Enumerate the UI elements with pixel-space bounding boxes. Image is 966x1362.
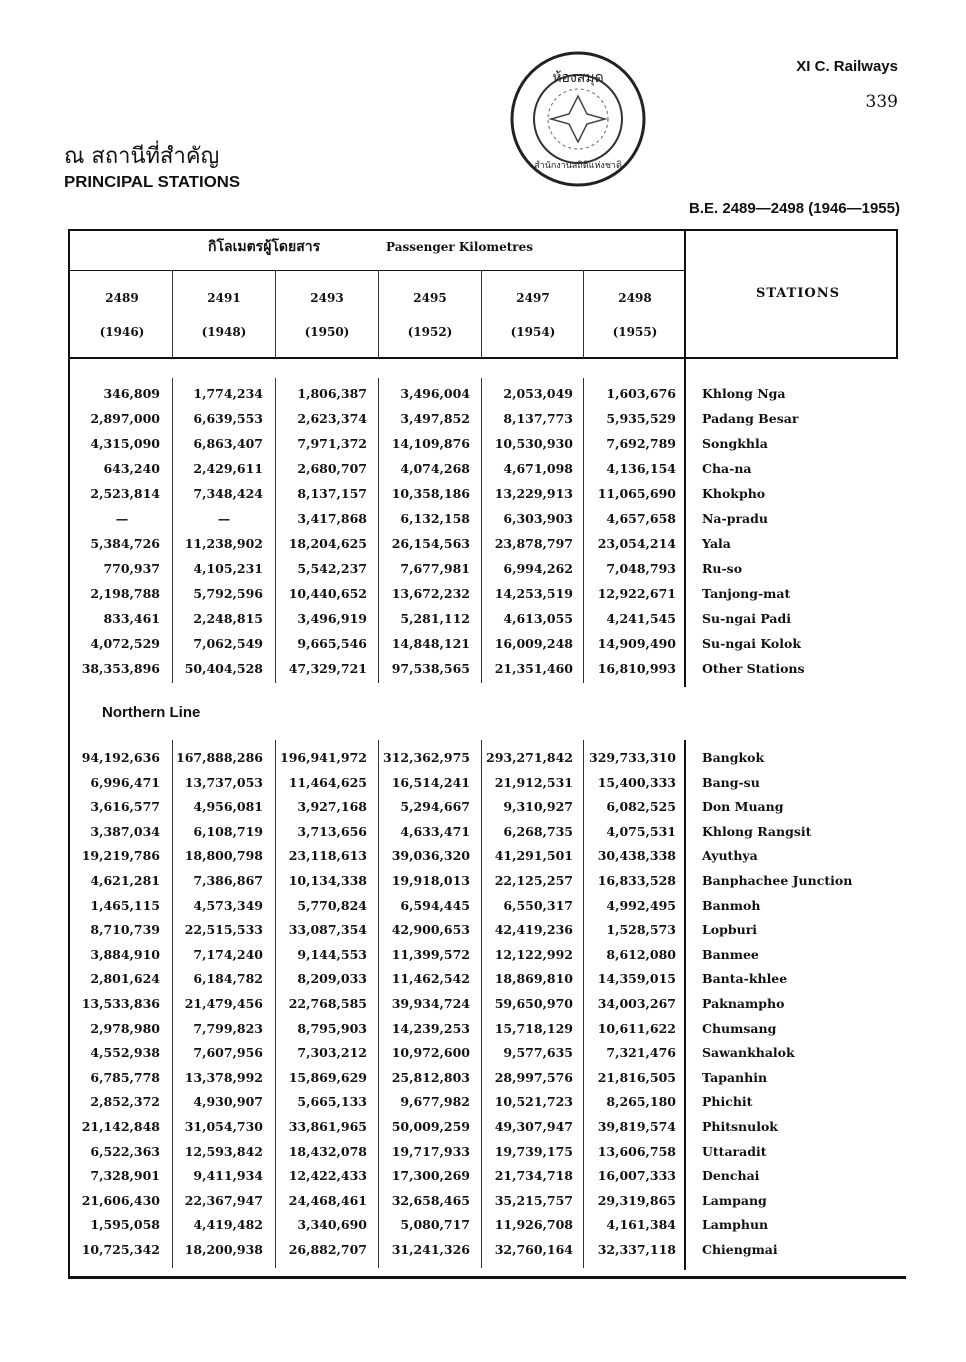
table-cell: 1,774,234 [193, 386, 263, 401]
stations-heading: STATIONS [755, 286, 841, 301]
table-cell: 5,294,667 [400, 799, 470, 815]
table-cell: 4,613,055 [503, 611, 573, 626]
table-cell: 21,479,456 [184, 996, 263, 1011]
table-cell: 4,074,268 [400, 461, 470, 476]
table-cell: 4,161,384 [606, 1217, 676, 1233]
table-cell: 5,080,717 [400, 1217, 470, 1233]
table-cell: 312,362,975 [383, 750, 470, 765]
table-cell: 4,241,545 [606, 611, 676, 626]
table-cell: 4,930,907 [193, 1094, 263, 1110]
table-cell: 7,348,424 [193, 486, 263, 501]
table-cell: 13,229,913 [494, 486, 573, 501]
table-cell: 94,192,636 [81, 750, 160, 765]
table-cell: 8,137,157 [297, 486, 367, 501]
table-cell: 22,367,947 [184, 1192, 263, 1208]
table-cell: 6,996,471 [90, 774, 160, 790]
table-cell: 14,109,876 [391, 436, 470, 451]
station-name: Ru-so [702, 561, 743, 576]
table-cell: — [115, 511, 129, 526]
section-label: XI C. Railways [796, 58, 898, 75]
table-cell: 10,611,622 [597, 1020, 676, 1036]
table-cell: 15,400,333 [597, 774, 676, 790]
table-cell: 6,785,778 [90, 1069, 160, 1085]
table-cell: 10,440,652 [288, 586, 367, 601]
svg-text:สำนักงานสถิติแห่งชาติ: สำนักงานสถิติแห่งชาติ [534, 161, 622, 171]
table-cell: 22,515,533 [184, 922, 263, 938]
table-cell: 4,072,529 [90, 636, 160, 651]
table-cell: 33,087,354 [288, 922, 367, 938]
table-cell: 39,934,724 [391, 996, 470, 1011]
table-cell: 6,108,719 [193, 823, 263, 839]
table-cell: 2,429,611 [193, 461, 263, 476]
station-name: Songkhla [702, 436, 768, 451]
year-be-1: 2491 [207, 291, 241, 305]
table-cell: 9,577,635 [503, 1045, 573, 1061]
table-cell: 13,672,232 [391, 586, 470, 601]
table-cell: 3,417,868 [297, 511, 367, 526]
station-name: Banta-khlee [702, 971, 788, 987]
table-cell: 14,239,253 [391, 1020, 470, 1036]
year-ce-1: (1948) [201, 325, 247, 339]
table-cell: 32,658,465 [391, 1192, 470, 1208]
table-cell: 18,204,625 [288, 536, 367, 551]
table-cell: 2,978,980 [90, 1020, 160, 1036]
table-cell: 9,665,546 [297, 636, 367, 651]
table-cell: 4,573,349 [193, 897, 263, 913]
table-cell: 2,897,000 [90, 411, 160, 426]
table-cell: 5,281,112 [400, 611, 470, 626]
table-cell: 3,713,656 [297, 823, 367, 839]
table-cell: 22,768,585 [288, 996, 367, 1011]
table-cell: 1,528,573 [606, 922, 676, 938]
table-cell: 11,065,690 [597, 486, 676, 501]
table-cell: 833,461 [103, 611, 160, 626]
year-ce-5: (1955) [612, 325, 658, 339]
table-cell: 3,616,577 [90, 799, 160, 815]
station-name: Lopburi [702, 922, 758, 938]
column-divider [378, 270, 379, 358]
station-name: Sawankhalok [702, 1045, 795, 1061]
table-cell: 7,799,823 [193, 1020, 263, 1036]
table-cell: 3,884,910 [90, 946, 160, 962]
thai-title: ณ สถานีที่สำคัญ [64, 144, 220, 169]
table-cell: 21,142,848 [81, 1119, 160, 1134]
table-cell: 19,739,175 [494, 1143, 573, 1159]
table-cell: 33,861,965 [288, 1119, 367, 1134]
table-cell: 167,888,286 [176, 750, 263, 765]
table-cell: — [217, 511, 231, 526]
station-name: Banmee [702, 946, 759, 962]
station-name: Khlong Nga [702, 386, 786, 401]
table-cell: 49,307,947 [494, 1119, 573, 1134]
table-cell: 22,125,257 [494, 873, 573, 888]
table-cell: 31,241,326 [391, 1242, 470, 1257]
table-cell: 23,054,214 [597, 536, 676, 551]
table-cell: 346,809 [103, 386, 160, 401]
station-name: Cha-na [702, 461, 752, 476]
table-cell: 2,623,374 [297, 411, 367, 426]
year-ce-2: (1950) [304, 325, 350, 339]
table-cell: 10,521,723 [494, 1094, 573, 1110]
table-cell: 4,419,482 [193, 1217, 263, 1233]
table-cell: 4,552,938 [90, 1045, 160, 1061]
table-cell: 6,550,317 [503, 897, 573, 913]
table-cell: 14,909,490 [597, 636, 676, 651]
table-cell: 24,468,461 [288, 1192, 367, 1208]
table-cell: 11,464,625 [288, 774, 367, 790]
table-cell: 31,054,730 [184, 1119, 263, 1134]
table-cell: 97,538,565 [391, 661, 470, 676]
table-cell: 34,003,267 [597, 996, 676, 1011]
table-cell: 10,358,186 [391, 486, 470, 501]
page-number: 339 [865, 92, 898, 112]
table-cell: 14,848,121 [391, 636, 470, 651]
table-cell: 5,770,824 [297, 897, 367, 913]
station-name: Na-pradu [702, 511, 768, 526]
year-be-4: 2497 [516, 291, 550, 305]
table-border-right [896, 229, 898, 359]
table-cell: 5,792,596 [193, 586, 263, 601]
station-name: Paknampho [702, 996, 785, 1011]
year-ce-4: (1954) [510, 325, 556, 339]
table-cell: 32,760,164 [494, 1242, 573, 1257]
table-cell: 4,075,531 [606, 823, 676, 839]
station-name: Lamphun [702, 1217, 769, 1233]
table-cell: 7,386,867 [193, 873, 263, 888]
table-cell: 10,972,600 [391, 1045, 470, 1061]
table-cell: 12,122,992 [494, 946, 573, 962]
station-name: Bangkok [702, 750, 765, 765]
table-cell: 4,136,154 [606, 461, 676, 476]
table-cell: 7,328,901 [90, 1168, 160, 1184]
table-cell: 1,595,058 [90, 1217, 160, 1233]
table-heading: Passenger Kilometres [386, 240, 534, 254]
svg-text:ห้องสมุด: ห้องสมุด [552, 70, 604, 86]
table-cell: 50,009,259 [391, 1119, 470, 1134]
table-cell: 3,497,852 [400, 411, 470, 426]
table-cell: 6,639,553 [193, 411, 263, 426]
table-cell: 39,036,320 [391, 848, 470, 864]
table-cell: 28,997,576 [494, 1069, 573, 1085]
table-cell: 18,200,938 [184, 1242, 263, 1257]
table-cell: 18,869,810 [494, 971, 573, 987]
table-cell: 329,733,310 [589, 750, 676, 765]
table-cell: 2,198,788 [90, 586, 160, 601]
table-cell: 3,387,034 [90, 823, 160, 839]
table-cell: 8,137,773 [503, 411, 573, 426]
table-cell: 7,677,981 [400, 561, 470, 576]
table-cell: 11,926,708 [494, 1217, 573, 1233]
table-cell: 12,422,433 [288, 1168, 367, 1184]
table-cell: 6,522,363 [90, 1143, 160, 1159]
station-name: Su-ngai Kolok [702, 636, 802, 651]
table-cell: 32,337,118 [597, 1242, 676, 1257]
table-cell: 8,265,180 [606, 1094, 676, 1110]
table-cell: 13,737,053 [184, 774, 263, 790]
table-cell: 13,606,758 [597, 1143, 676, 1159]
table-cell: 7,062,549 [193, 636, 263, 651]
table-cell: 1,465,115 [90, 897, 160, 913]
table-border-top [68, 229, 898, 231]
table-cell: 12,922,671 [597, 586, 676, 601]
station-name: Yala [702, 536, 731, 551]
table-cell: 643,240 [103, 461, 160, 476]
table-cell: 9,677,982 [400, 1094, 470, 1110]
table-cell: 15,718,129 [494, 1020, 573, 1036]
table-cell: 7,303,212 [297, 1045, 367, 1061]
table-cell: 21,816,505 [597, 1069, 676, 1085]
table-cell: 30,438,338 [597, 848, 676, 864]
table-cell: 41,291,501 [494, 848, 573, 864]
header-divider [68, 270, 684, 271]
table-cell: 16,810,993 [597, 661, 676, 676]
table-cell: 19,219,786 [81, 848, 160, 864]
table-cell: 11,462,542 [391, 971, 470, 987]
table-cell: 8,209,033 [297, 971, 367, 987]
table-cell: 4,633,471 [400, 823, 470, 839]
table-cell: 59,650,970 [494, 996, 573, 1011]
table-heading-thai: กิโลเมตรผู้โดยสาร [208, 239, 321, 255]
year-be-2: 2493 [310, 291, 344, 305]
table-cell: 6,184,782 [193, 971, 263, 987]
station-name: Banphachee Junction [702, 873, 853, 888]
table-cell: 6,132,158 [400, 511, 470, 526]
station-name: Su-ngai Padi [702, 611, 791, 626]
table-cell: 10,134,338 [288, 873, 367, 888]
table-cell: 16,007,333 [597, 1168, 676, 1184]
header-divider [68, 357, 898, 359]
table-cell: 21,351,460 [494, 661, 573, 676]
table-cell: 38,353,896 [81, 661, 160, 676]
table-cell: 21,606,430 [81, 1192, 160, 1208]
table-cell: 5,542,237 [297, 561, 367, 576]
table-cell: 19,918,013 [391, 873, 470, 888]
table-cell: 21,734,718 [494, 1168, 573, 1184]
table-cell: 42,419,236 [494, 922, 573, 938]
table-cell: 25,812,803 [391, 1069, 470, 1085]
table-cell: 8,612,080 [606, 946, 676, 962]
table-cell: 15,869,629 [288, 1069, 367, 1085]
table-cell: 7,692,789 [606, 436, 676, 451]
table-border-bottom [68, 1276, 906, 1279]
table-cell: 11,238,902 [184, 536, 263, 551]
table-cell: 2,801,624 [90, 971, 160, 987]
table-cell: 1,603,676 [606, 386, 676, 401]
station-name: Banmoh [702, 897, 761, 913]
page-title: PRINCIPAL STATIONS [64, 174, 241, 191]
table-cell: 13,378,992 [184, 1069, 263, 1085]
table-cell: 21,912,531 [494, 774, 573, 790]
year-be-3: 2495 [413, 291, 447, 305]
table-cell: 6,303,903 [503, 511, 573, 526]
table-cell: 4,671,098 [503, 461, 573, 476]
table-cell: 16,833,528 [597, 873, 676, 888]
table-cell: 50,404,528 [184, 661, 263, 676]
table-cell: 23,878,797 [494, 536, 573, 551]
station-name: Phichit [702, 1094, 753, 1110]
table-cell: 17,300,269 [391, 1168, 470, 1184]
year-ce-0: (1946) [99, 325, 145, 339]
table-cell: 16,514,241 [391, 774, 470, 790]
table-cell: 4,621,281 [90, 873, 160, 888]
year-be-5: 2498 [618, 291, 652, 305]
station-name: Khlong Rangsit [702, 823, 812, 839]
section-heading: Northern Line [102, 704, 201, 721]
table-cell: 196,941,972 [280, 750, 367, 765]
table-cell: 2,248,815 [193, 611, 263, 626]
table-cell: 293,271,842 [486, 750, 573, 765]
table-cell: 42,900,653 [391, 922, 470, 938]
table-cell: 1,806,387 [297, 386, 367, 401]
table-cell: 3,340,690 [297, 1217, 367, 1233]
table-cell: 3,927,168 [297, 799, 367, 815]
station-name: Khokpho [702, 486, 766, 501]
table-cell: 6,082,525 [606, 799, 676, 815]
table-cell: 35,215,757 [494, 1192, 573, 1208]
table-cell: 18,432,078 [288, 1143, 367, 1159]
table-cell: 3,496,919 [297, 611, 367, 626]
table-cell: 5,665,133 [297, 1094, 367, 1110]
table-cell: 11,399,572 [391, 946, 470, 962]
table-cell: 7,607,956 [193, 1045, 263, 1061]
table-cell: 770,937 [103, 561, 160, 576]
station-name: Lampang [702, 1192, 767, 1208]
table-cell: 12,593,842 [184, 1143, 263, 1159]
table-cell: 18,800,798 [184, 848, 263, 864]
year-be-0: 2489 [105, 291, 139, 305]
table-cell: 7,971,372 [297, 436, 367, 451]
table-cell: 2,680,707 [297, 461, 367, 476]
station-name: Tapanhin [702, 1069, 768, 1085]
station-name: Chiengmai [702, 1242, 778, 1257]
stations-column-divider [684, 740, 686, 1270]
table-cell: 47,329,721 [288, 661, 367, 676]
table-cell: 29,319,865 [597, 1192, 676, 1208]
table-cell: 2,053,049 [503, 386, 573, 401]
table-cell: 6,268,735 [503, 823, 573, 839]
year-ce-3: (1952) [407, 325, 453, 339]
table-cell: 9,144,553 [297, 946, 367, 962]
table-cell: 2,852,372 [90, 1094, 160, 1110]
station-name: Chumsang [702, 1020, 777, 1036]
table-cell: 9,310,927 [503, 799, 573, 815]
table-cell: 26,882,707 [288, 1242, 367, 1257]
column-divider [172, 270, 173, 358]
table-cell: 4,992,495 [606, 897, 676, 913]
table-cell: 14,359,015 [597, 971, 676, 987]
column-divider [481, 270, 482, 358]
column-divider [275, 270, 276, 358]
table-cell: 9,411,934 [193, 1168, 263, 1184]
table-cell: 5,935,529 [606, 411, 676, 426]
column-divider [583, 270, 584, 358]
table-cell: 13,533,836 [81, 996, 160, 1011]
table-cell: 26,154,563 [391, 536, 470, 551]
station-name: Uttaradit [702, 1143, 767, 1159]
table-cell: 4,105,231 [193, 561, 263, 576]
table-cell: 4,956,081 [193, 799, 263, 815]
station-name: Don Muang [702, 799, 784, 815]
table-cell: 5,384,726 [90, 536, 160, 551]
table-cell: 19,717,933 [391, 1143, 470, 1159]
station-name: Denchai [702, 1168, 760, 1184]
station-name: Tanjong-mat [702, 586, 791, 601]
table-cell: 8,710,739 [90, 922, 160, 938]
station-name: Ayuthya [702, 848, 758, 864]
table-cell: 14,253,519 [494, 586, 573, 601]
period-label: B.E. 2489—2498 (1946—1955) [689, 200, 900, 217]
station-name: Other Stations [702, 661, 805, 676]
table-cell: 3,496,004 [400, 386, 470, 401]
table-cell: 23,118,613 [288, 848, 367, 864]
station-name: Phitsnulok [702, 1119, 778, 1134]
table-cell: 7,321,476 [606, 1045, 676, 1061]
station-name: Bang-su [702, 774, 760, 790]
table-cell: 8,795,903 [297, 1020, 367, 1036]
table-cell: 7,048,793 [606, 561, 676, 576]
table-cell: 7,174,240 [193, 946, 263, 962]
table-cell: 6,594,445 [400, 897, 470, 913]
library-stamp [507, 48, 649, 190]
table-cell: 10,725,342 [81, 1242, 160, 1257]
table-cell: 2,523,814 [90, 486, 160, 501]
table-cell: 6,863,407 [193, 436, 263, 451]
table-cell: 6,994,262 [503, 561, 573, 576]
table-cell: 4,315,090 [90, 436, 160, 451]
table-cell: 10,530,930 [494, 436, 573, 451]
table-cell: 16,009,248 [494, 636, 573, 651]
station-name: Padang Besar [702, 411, 799, 426]
table-cell: 4,657,658 [606, 511, 676, 526]
table-cell: 39,819,574 [597, 1119, 676, 1134]
